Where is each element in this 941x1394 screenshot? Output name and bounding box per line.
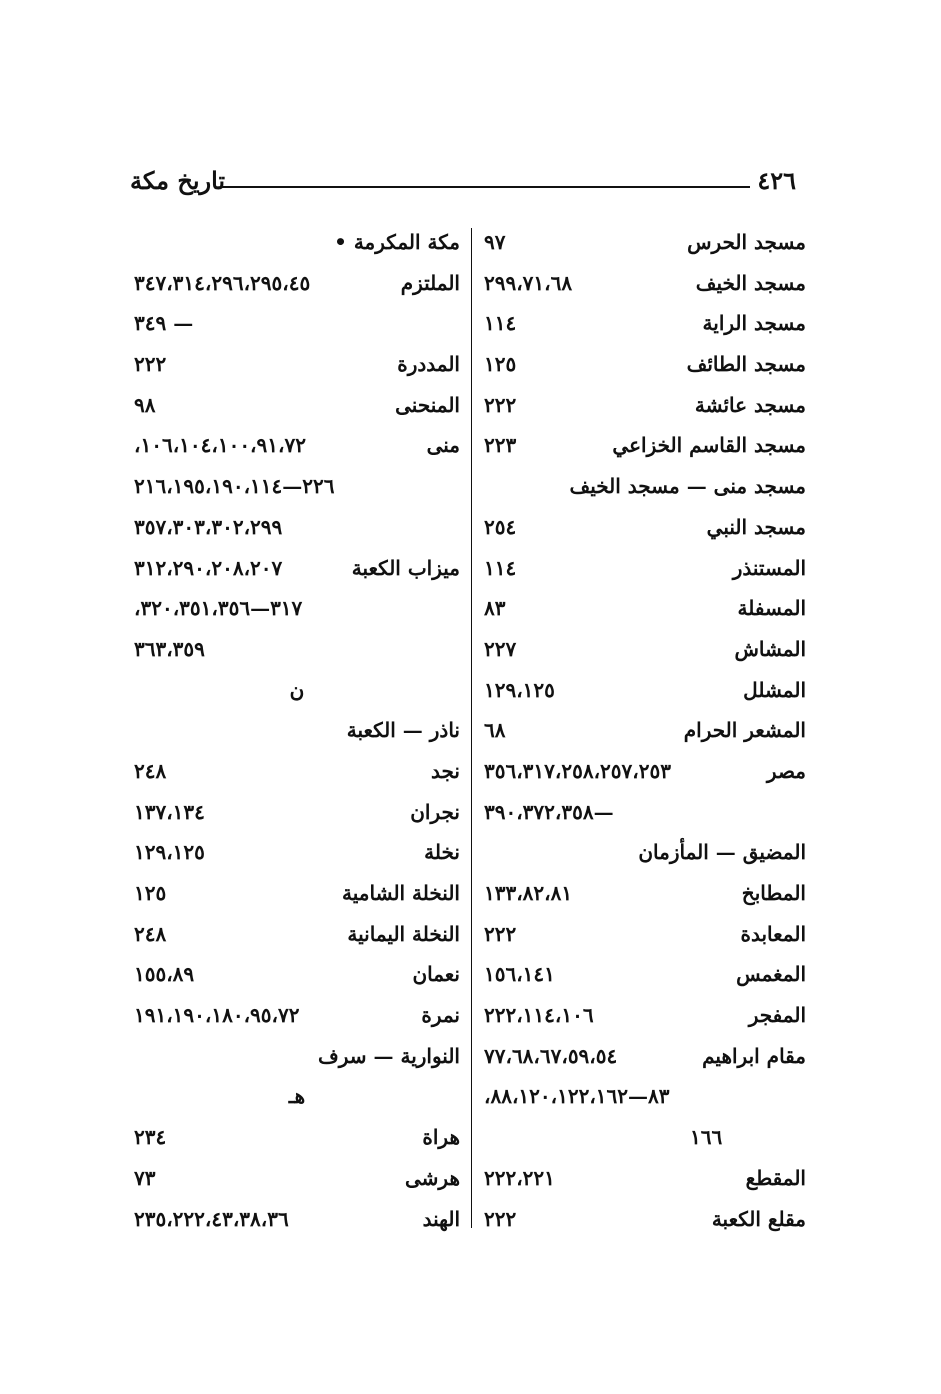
index-entry (134, 588, 460, 629)
page-references: ٣٤٧،٣١٤،٢٩٦،٢٩٥،٤٥ (134, 270, 311, 295)
index-term: المطابخ (741, 881, 806, 905)
index-term: الملتزم (400, 270, 460, 295)
index-entry (484, 385, 806, 426)
page-references: ٨٣ (484, 596, 506, 621)
page-references: ٢٢٢،١١٤،١٠٦ (484, 1003, 594, 1028)
column-divider (471, 228, 472, 1228)
page-references: ٣٥٧،٣٠٣،٣٠٢،٢٩٩ (134, 514, 283, 539)
index-entry (484, 629, 806, 670)
index-term: المنحنى (395, 392, 460, 417)
index-term: مقلع الكعبة (711, 1206, 806, 1231)
page-references: ٢٤٨ (134, 921, 167, 946)
page-references: ٢٢٢ (484, 392, 517, 417)
section-letter-heading (134, 670, 460, 711)
index-term: المعابدة (740, 921, 806, 946)
page-references: ٢٢٢ (134, 352, 167, 377)
index-term: مسجد الخيف (695, 270, 806, 295)
page-references: ٧٧،٦٨،٦٧،٥٩،٥٤ (484, 1043, 618, 1068)
index-term: هراة (422, 1125, 460, 1150)
index-entry (134, 832, 460, 873)
index-entry (484, 507, 806, 548)
index-entry (134, 263, 460, 304)
page-references: ٧٣ (134, 1165, 156, 1190)
page-references: ٢٢٣ (484, 433, 517, 458)
page-references: ٩٧ (484, 230, 506, 254)
page-references: ٢٢٦—٢١٦،١٩٥،١٩٠،١١٤ (134, 474, 335, 499)
index-entry (484, 832, 806, 873)
index-term: مسجد منى — مسجد الخيف (569, 474, 806, 499)
index-term: المقطع (745, 1165, 806, 1190)
page-references: ٢٢٢ (484, 921, 517, 946)
index-term: نجد (431, 758, 460, 783)
index-entry (134, 466, 460, 507)
page-references: ١٥٥،٨٩ (134, 962, 195, 987)
index-term: المسفلة (737, 596, 806, 621)
index-entry (134, 1117, 460, 1158)
index-entry (134, 873, 460, 914)
index-entry (134, 548, 460, 589)
page-references: ١٢٥ (484, 352, 517, 377)
page-references: —٣٩٠،٣٧٢،٣٥٨ (484, 799, 614, 824)
index-entry (134, 1158, 460, 1199)
index-term: النخلة اليمانية (347, 921, 460, 946)
page-references: ١٠٦،١٠٤،١٠٠،٩١،٧٢، (134, 433, 306, 458)
index-entry (484, 425, 806, 466)
index-term: مقام ابراهيم (702, 1043, 806, 1068)
index-term: نخلة (424, 840, 460, 865)
index-term: مسجد الراية (702, 311, 806, 336)
index-term: المشلل (743, 677, 806, 702)
index-entry (134, 303, 460, 344)
index-entry (484, 466, 806, 507)
page-references: ٢٣٤ (134, 1125, 167, 1150)
index-entry (134, 385, 460, 426)
index-column-left (134, 222, 460, 1239)
page-title: تاريخ مكة (130, 166, 226, 195)
page-references: ٢٩٩،٧١،٦٨ (484, 270, 573, 295)
index-entry (484, 263, 806, 304)
page-references: ٦٨ (484, 718, 506, 743)
page-references: ١٣٣،٨٢،٨١ (484, 881, 573, 905)
index-term: منى (426, 433, 460, 458)
page-references: ١٣٧،١٣٤ (134, 799, 205, 824)
page-references: — ٣٤٩ (134, 311, 194, 336)
index-entry (484, 303, 806, 344)
index-entry (134, 792, 460, 833)
page-references: ١١٤ (484, 311, 517, 336)
index-term: المشاش (734, 636, 806, 661)
index-entry (134, 914, 460, 955)
section-letter: هـ (288, 1084, 306, 1109)
index-term: الهند (422, 1206, 460, 1231)
index-term: مسجد الحرس (687, 230, 806, 254)
page-references: ٢٤٨ (134, 758, 167, 783)
page-number: ٤٢٦ (757, 166, 796, 195)
index-entry (134, 1036, 460, 1077)
index-entry (484, 1036, 806, 1077)
index-term: المشعر الحرام (683, 718, 806, 743)
index-entry (134, 507, 460, 548)
index-entry (484, 792, 806, 833)
index-term: النخلة الشامية (342, 881, 460, 905)
index-term: المضيق — المأزمان (638, 840, 806, 865)
page-references: ٣١٢،٢٩٠،٢٠٨،٢٠٧ (134, 555, 283, 580)
page-references: ١٢٩،١٢٥ (484, 677, 555, 702)
index-term: مسجد النبي (706, 514, 806, 539)
index-entry (134, 995, 460, 1036)
page-references: ١٦٦ (690, 1125, 723, 1150)
index-column-right (484, 222, 806, 1239)
index-entry (134, 629, 460, 670)
index-term: مكة المكرمة • (334, 230, 460, 254)
page-references: ٢٢٧ (484, 636, 517, 661)
index-term: المستنذر (732, 555, 806, 580)
page-references: ٢٢٢ (484, 1206, 517, 1231)
index-entry (134, 222, 460, 263)
index-term: هرشى (404, 1165, 460, 1190)
page-references: ٨٣—٨٨،١٢٠،١٢٢،١٦٢، (484, 1084, 670, 1109)
section-letter-heading (134, 1076, 460, 1117)
section-letter: ن (289, 677, 305, 702)
index-entry (134, 954, 460, 995)
index-term: المفجر (748, 1003, 806, 1028)
page-references: ٢٥٤ (484, 514, 517, 539)
index-entry (484, 995, 806, 1036)
page-references: ١١٤ (484, 555, 517, 580)
index-term: نمرة (421, 1003, 460, 1028)
index-entry (484, 222, 806, 263)
page-references: ٣٥٦،٣١٧،٢٥٨،٢٥٧،٢٥٣ (484, 758, 671, 783)
index-term: مسجد الطائف (686, 352, 806, 377)
index-term: نعمان (412, 962, 460, 987)
index-term: مسجد عائشة (694, 392, 806, 417)
index-entry (484, 873, 806, 914)
index-term: ميزاب الكعبة (351, 555, 460, 580)
index-entry (134, 344, 460, 385)
page-references: ٣١٧—٣٢٠،٣٥١،٣٥٦، (134, 596, 303, 621)
page-references: ٢٣٥،٢٢٢،٤٣،٣٨،٣٦ (134, 1206, 289, 1231)
index-entry (484, 344, 806, 385)
page-references: ٢٢٢،٢٢١ (484, 1165, 555, 1190)
page-references: ١٩١،١٩٠،١٨٠،٩٥،٧٢ (134, 1003, 300, 1028)
index-term: المددرة (397, 352, 460, 377)
index-term: مصر (766, 758, 806, 783)
index-entry (484, 710, 806, 751)
index-entry (134, 425, 460, 466)
page-references: ٩٨ (134, 392, 156, 417)
page-references: ١٢٩،١٢٥ (134, 840, 205, 865)
page-references: ٣٦٣،٣٥٩ (134, 636, 205, 661)
index-entry (484, 1117, 806, 1158)
index-entry (484, 588, 806, 629)
header-rule (222, 186, 750, 188)
index-entry (484, 1158, 806, 1199)
index-entry (484, 914, 806, 955)
index-entry (484, 954, 806, 995)
index-entry (484, 751, 806, 792)
index-entry (484, 548, 806, 589)
index-entry (484, 670, 806, 711)
index-term: نجران (410, 799, 460, 824)
index-term: مسجد القاسم الخزاعي (612, 433, 806, 458)
index-entry (484, 1076, 806, 1117)
index-entry (484, 1199, 806, 1240)
index-term: ناذر — الكعبة (346, 718, 460, 743)
index-term: المغمس (736, 962, 806, 987)
index-entry (134, 710, 460, 751)
index-entry (134, 751, 460, 792)
page-header (130, 166, 796, 202)
page-references: ١٥٦،١٤١ (484, 962, 555, 987)
index-term: النوارية — سرف (318, 1043, 460, 1068)
index-entry (134, 1199, 460, 1240)
page-references: ١٢٥ (134, 881, 167, 905)
